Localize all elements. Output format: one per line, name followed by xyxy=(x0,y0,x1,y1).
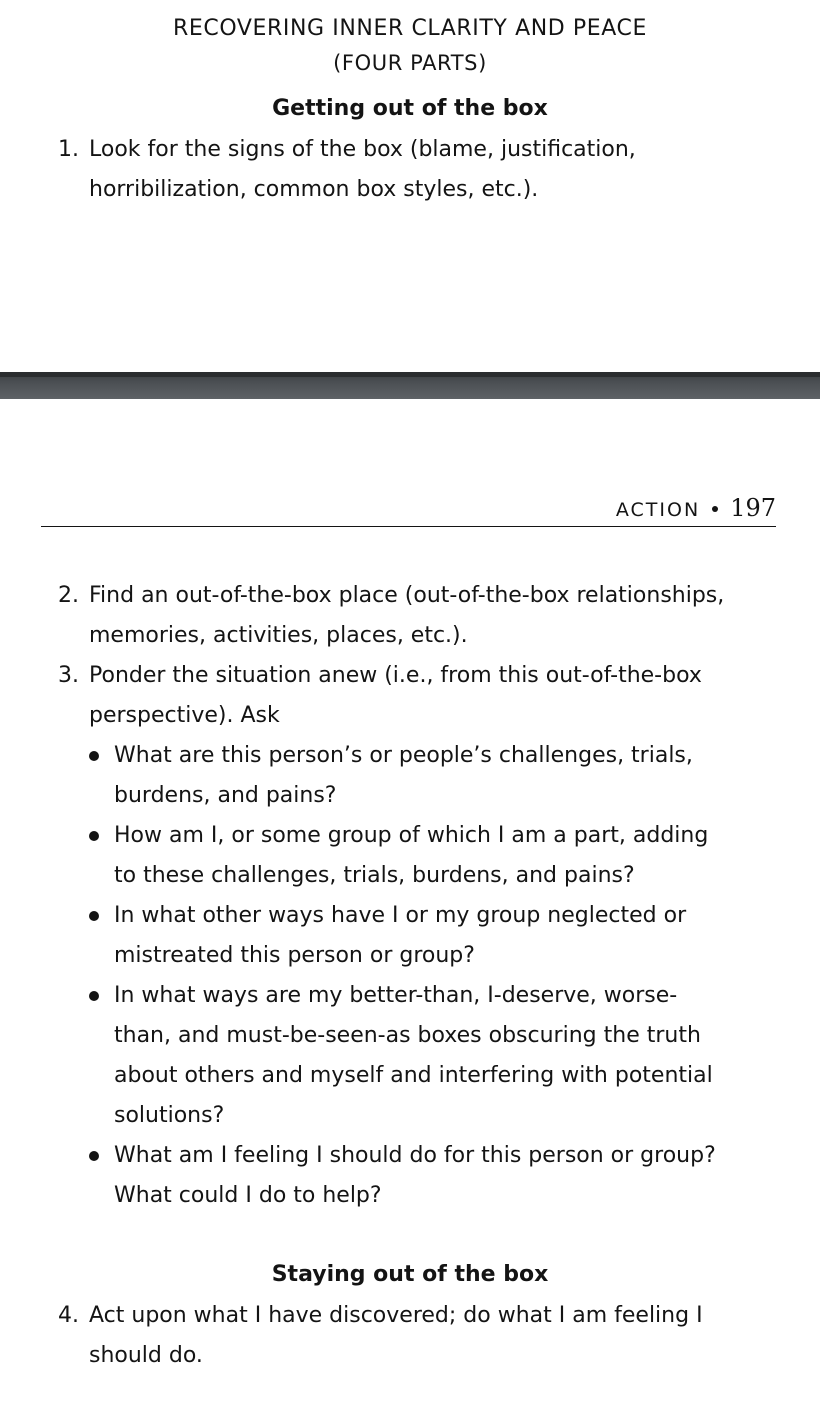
bullet-item-4-continued: solutions? xyxy=(114,1103,225,1128)
list-item-text: Find an out-of-the-box place (out-of-the-box relationships, xyxy=(89,583,725,608)
bullet-icon xyxy=(89,831,99,841)
page-number: 197 xyxy=(730,494,776,522)
page-title: RECOVERING INNER CLARITY AND PEACE xyxy=(172,16,648,41)
bullet-item-3: In what other ways have I or my group neglected or xyxy=(114,903,687,928)
bullet-separator-icon xyxy=(712,506,718,512)
list-item-2-continued: memories, activities, places, etc.). xyxy=(89,623,468,648)
list-number: 1. xyxy=(58,137,79,162)
list-item-text: Look for the signs of the box (blame, justification, xyxy=(89,137,636,162)
list-item-4-continued: should do. xyxy=(89,1343,203,1368)
header-rule xyxy=(41,526,776,527)
page-subtitle: (FOUR PARTS) xyxy=(333,51,487,75)
list-item-3-continued: perspective). Ask xyxy=(89,703,280,728)
bullet-icon xyxy=(89,911,99,921)
bullet-item-1: What are this person’s or people’s challenges, trials, xyxy=(114,743,693,768)
bullet-item-4: In what ways are my better-than, I-deserve, worse- xyxy=(114,983,678,1008)
list-number: 2. xyxy=(58,583,79,608)
list-number: 4. xyxy=(58,1303,79,1328)
list-item-text: Act upon what I have discovered; do what I am feeling I xyxy=(89,1303,703,1328)
list-number: 3. xyxy=(58,663,79,688)
bullet-icon xyxy=(89,1151,99,1161)
bullet-item-1-continued: burdens, and pains? xyxy=(114,783,337,808)
list-item-1-continued: horribilization, common box styles, etc.). xyxy=(89,177,539,202)
page-divider-shadow xyxy=(0,372,820,377)
bullet-item-5: What am I feeling I should do for this person or group? xyxy=(114,1143,716,1168)
bullet-item-3-continued: mistreated this person or group? xyxy=(114,943,475,968)
bullet-item-4-continued: than, and must-be-seen-as boxes obscuring the truth xyxy=(114,1023,701,1048)
bullet-item-5-continued: What could I do to help? xyxy=(114,1183,382,1208)
list-item-text: Ponder the situation anew (i.e., from this out-of-the-box xyxy=(89,663,702,688)
bullet-item-2-continued: to these challenges, trials, burdens, and pains? xyxy=(114,863,635,888)
bullet-item-2: How am I, or some group of which I am a part, adding xyxy=(114,823,709,848)
running-head xyxy=(616,490,776,528)
section-heading-staying-out: Staying out of the box xyxy=(271,1262,549,1287)
bullet-icon xyxy=(89,991,99,1001)
section-heading-getting-out: Getting out of the box xyxy=(272,96,548,121)
previous-page-fragment xyxy=(0,0,820,372)
bullet-item-4-continued: about others and myself and interfering with potential xyxy=(114,1063,713,1088)
running-head-label: ACTION xyxy=(615,499,701,521)
bullet-icon xyxy=(89,751,99,761)
